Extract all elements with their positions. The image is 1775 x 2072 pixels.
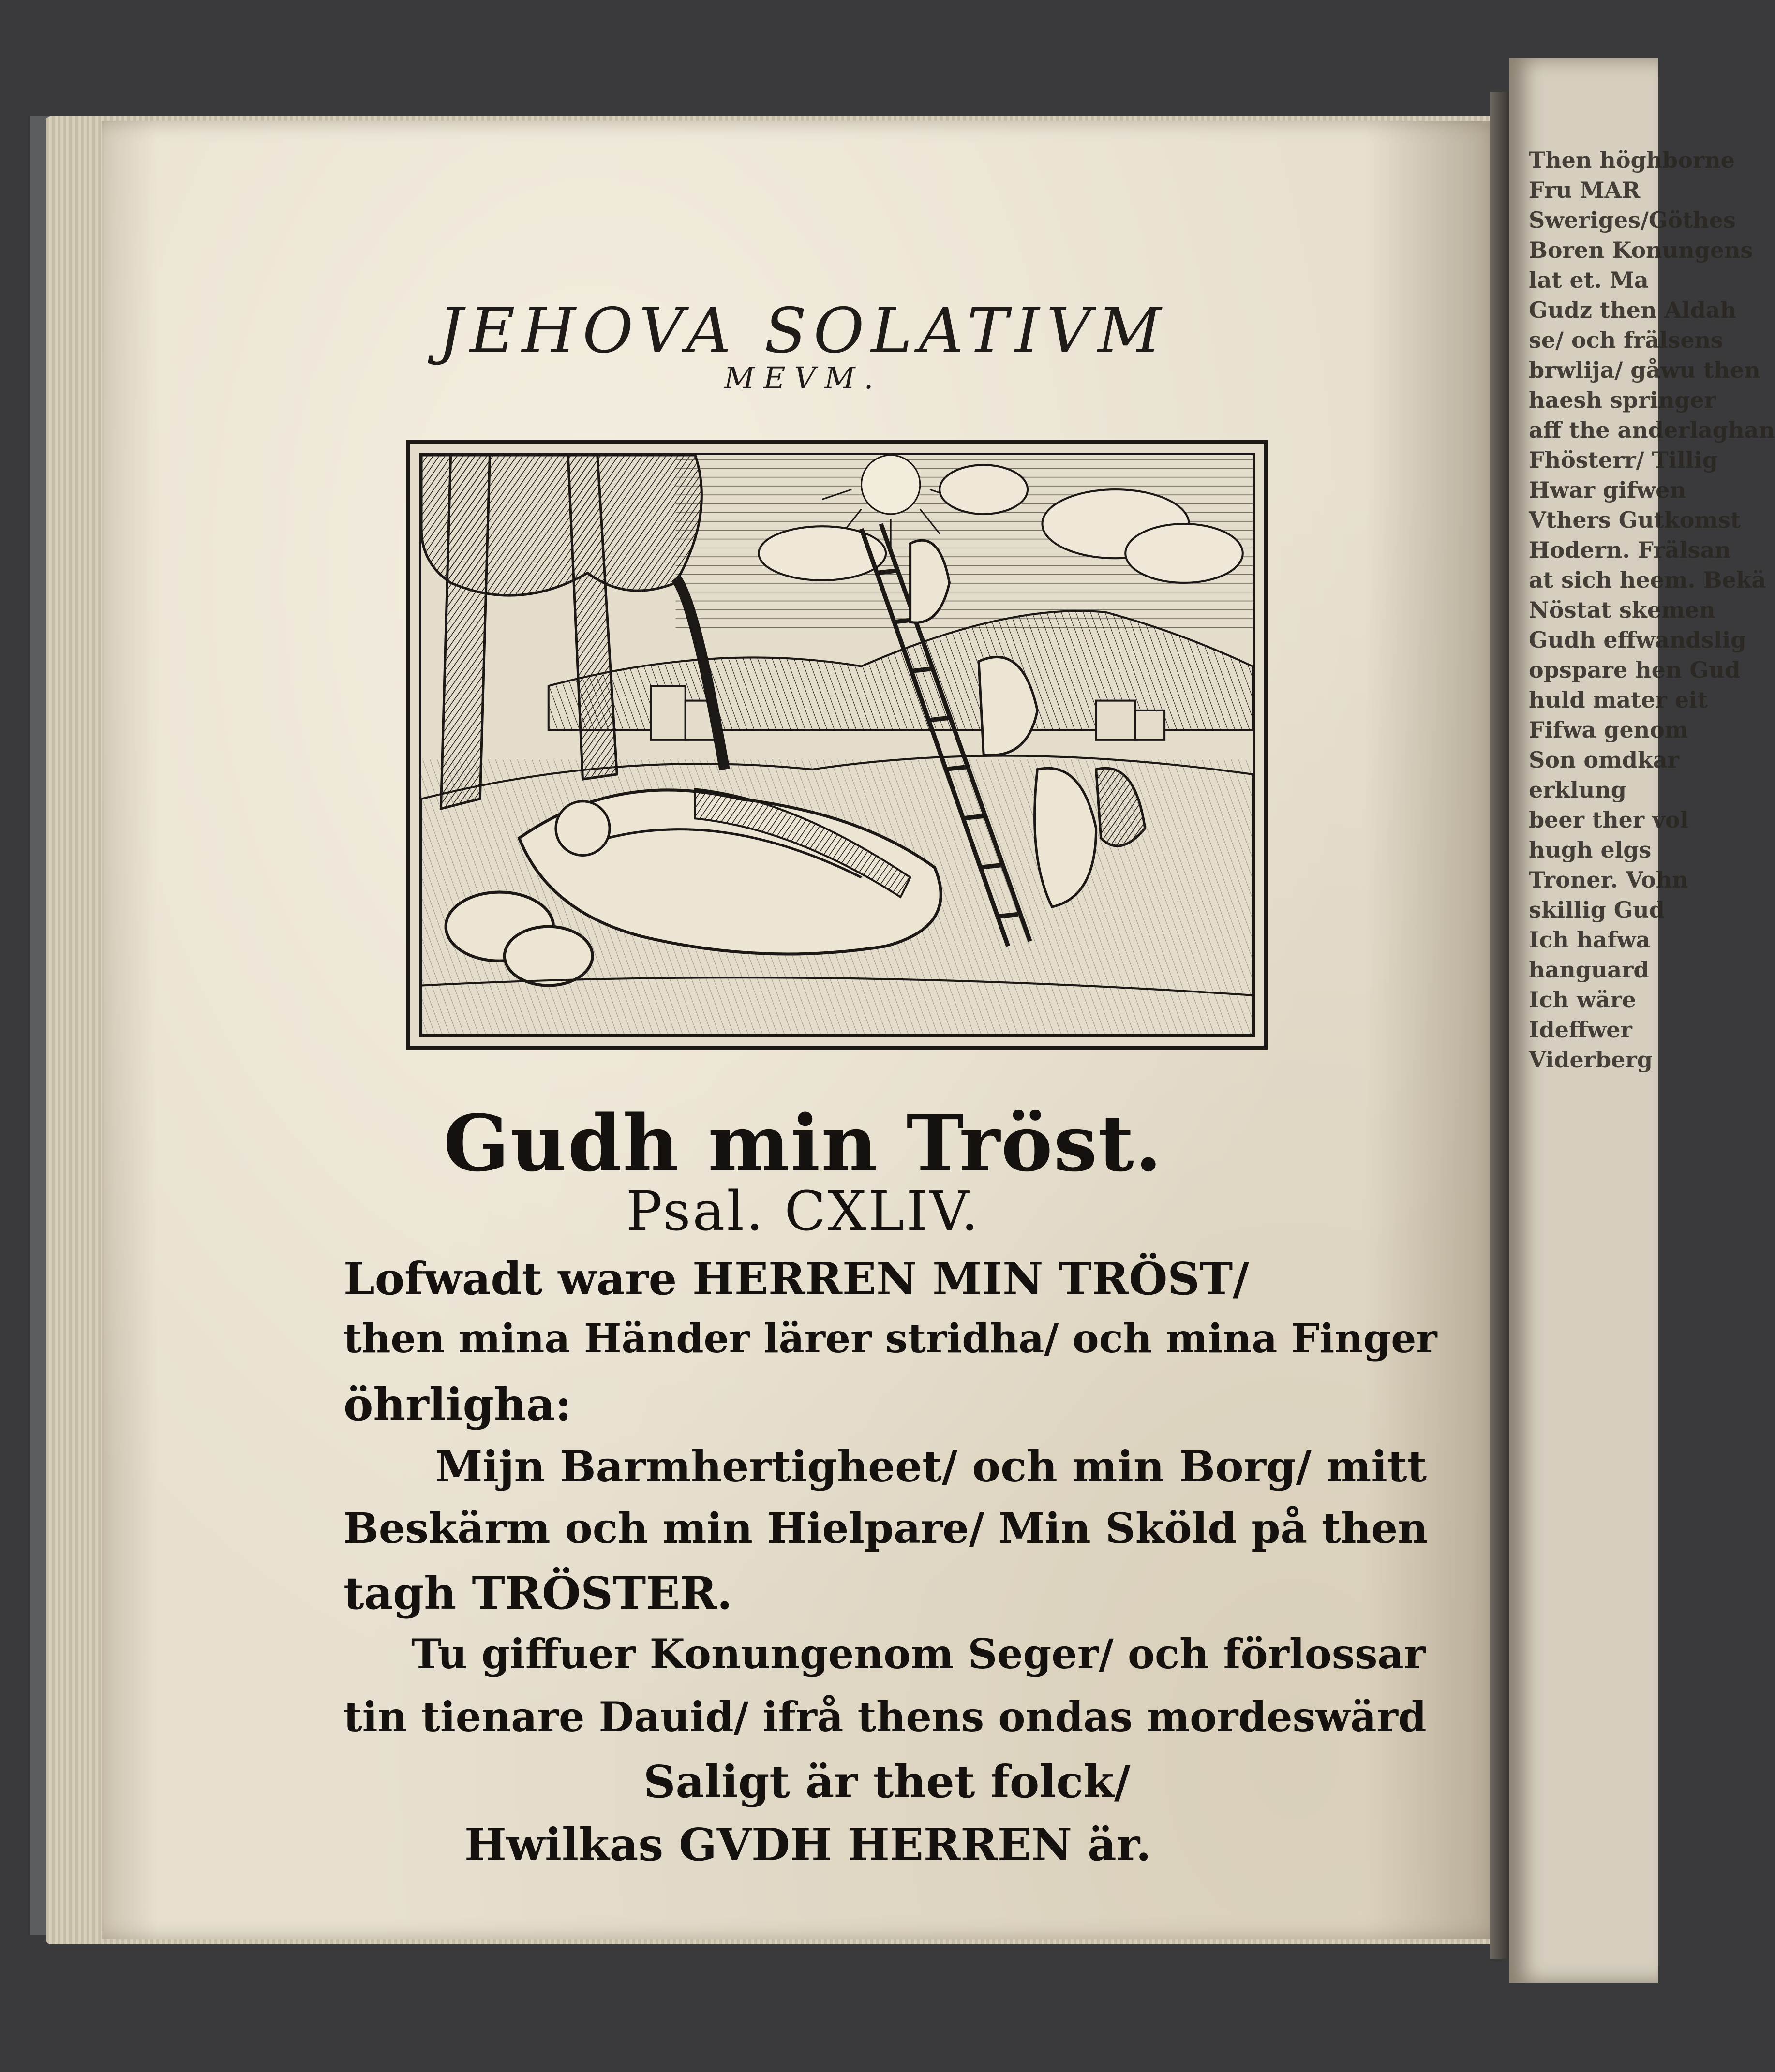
verse-line-4: Mijn Barmhertigheet/ och min Borg/ mitt [435,1441,1427,1492]
facing-page-line: haesh springer [1529,387,1716,413]
woodcut-illustration [406,440,1268,1050]
facing-page-line: erklung [1529,777,1626,803]
page-title: Gudh min Tröst. [443,1098,1163,1189]
facing-page-line: hanguard [1529,957,1649,983]
facing-page-line: opspare hen Gud [1529,657,1741,683]
facing-page-line: brwlija/ gåwu then [1529,357,1760,383]
page-content [102,121,1505,1939]
facing-page-line: Gudz then Aldah [1529,297,1737,323]
facing-page-line: Ideffwer [1529,1017,1632,1043]
verse-line-5: Beskärm och min Hielpare/ Min Sköld på then [343,1504,1428,1553]
verse-line-3: öhrligha: [343,1378,572,1431]
facing-page-line: skillig Gud [1529,897,1665,923]
facing-page-line: Son omdkar [1529,747,1679,773]
facing-page-line: Hodern. Frälsan [1529,537,1731,563]
facing-page-line: Fru MAR [1529,177,1641,203]
facing-page-line: Hwar gifwen [1529,477,1686,503]
woodcut-scene [421,455,1253,1035]
facing-page-line: hugh elgs [1529,837,1652,863]
motto-line-2: MEVM. [724,360,882,396]
facing-page-line: Boren Konungens [1529,237,1753,263]
facing-page-line: huld mater eit [1529,687,1708,713]
verse-line-8: tin tienare Dauid/ ifrå thens ondas mordeswärd [343,1693,1427,1741]
facing-page-line: at sich heem. Bekä [1529,567,1766,593]
facing-page-line: Then höghborne [1529,147,1735,173]
facing-page-line: Viderberg [1529,1047,1653,1073]
facing-page-line: Fifwa genom [1529,717,1688,743]
facing-page-line: Vthers Gutkomst [1529,507,1741,533]
verse-line-6: tagh TRÖSTER. [343,1567,732,1619]
verse-line-2: then mina Händer lärer stridha/ och mina Finger [343,1316,1437,1362]
facing-page-text [1529,145,1775,1075]
facing-page-line: Troner. Vohn [1529,867,1688,893]
facing-page-line: Nöstat skemen [1529,597,1715,623]
facing-page-line: se/ och frälsens [1529,327,1723,353]
facing-page-line: Fhösterr/ Tillig [1529,447,1718,473]
facing-page-line: Sweriges/Göthes [1529,207,1736,233]
facing-page-line: Ich wäre [1529,987,1636,1013]
facing-page-line: aff the anderlaghan [1529,417,1775,443]
verse-line-1: Lofwadt ware HERREN MIN TRÖST/ [343,1253,1249,1305]
facing-page-line: lat et. Ma [1529,267,1649,293]
facing-page-line: Ich hafwa [1529,927,1651,953]
verse-line-10: Hwilkas GVDH HERREN är. [464,1819,1151,1871]
facing-page [1509,58,1775,1983]
verse-line-9: Saligt är thet folck/ [643,1756,1131,1808]
facing-page-line: beer ther vol [1529,807,1689,833]
psalm-reference: Psal. CXLIV. [626,1180,981,1243]
facing-page-line: Gudh effwandslig [1529,627,1746,653]
verse-line-7: Tu giffuer Konungenom Seger/ och förlossar [411,1630,1426,1678]
motto-line-1: JEHOVA SOLATIVM [438,295,1168,367]
